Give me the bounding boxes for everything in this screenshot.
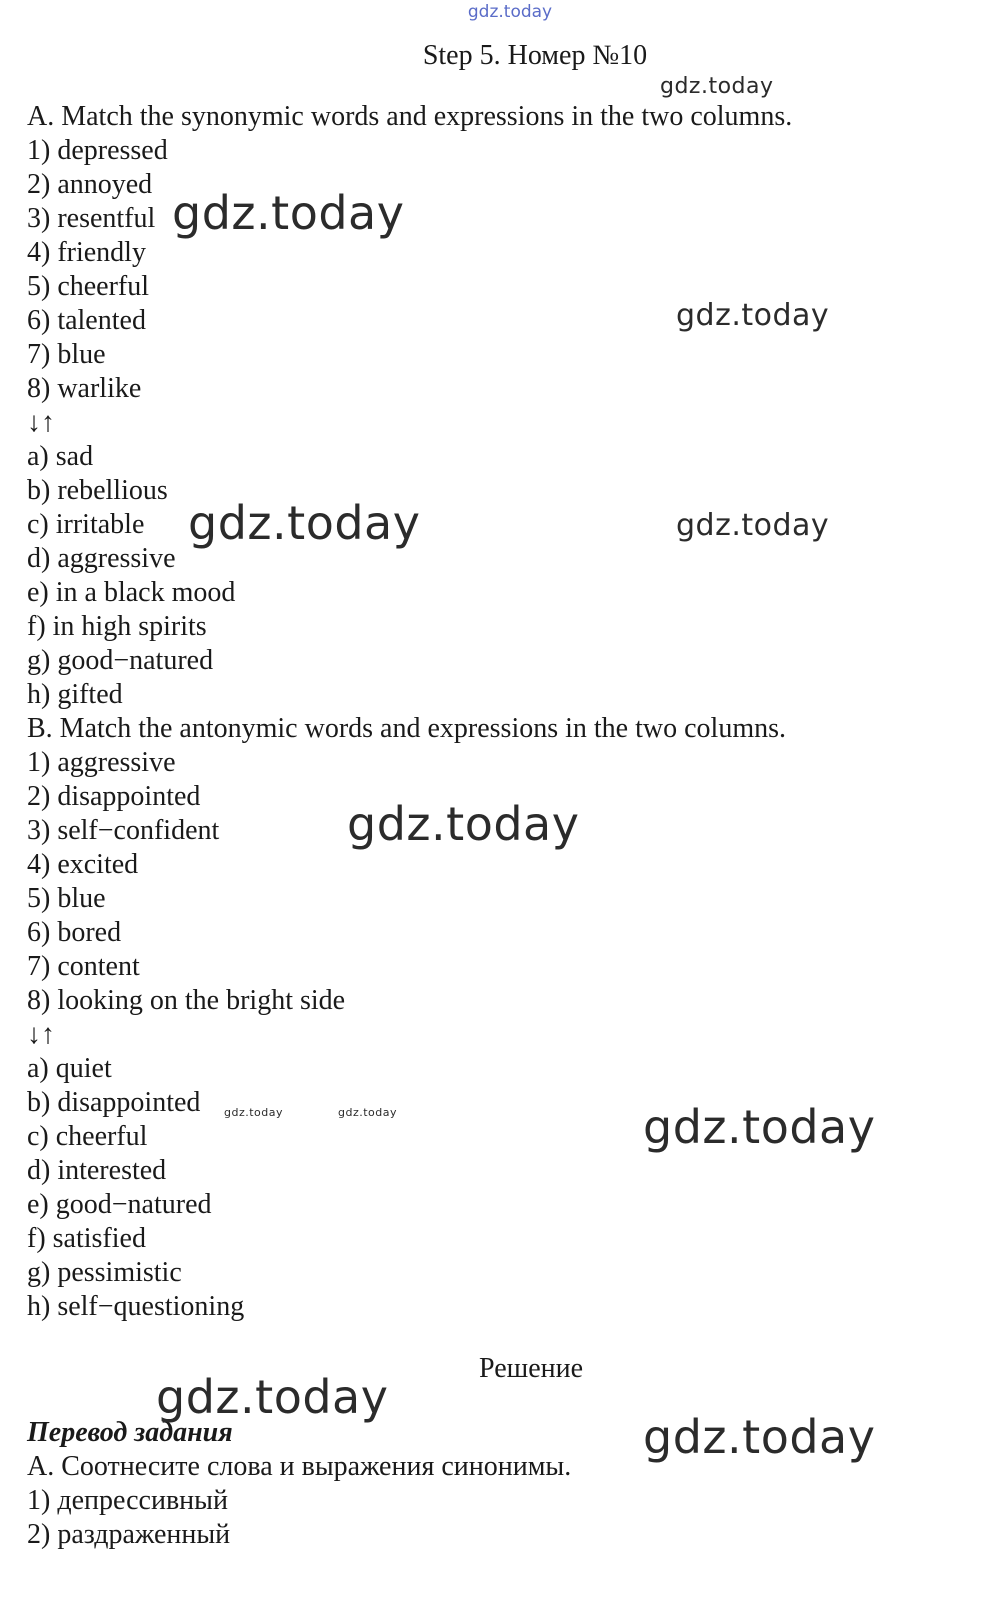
task-b-right-item: c) cheerful <box>27 1121 148 1152</box>
watermark: gdz.today <box>643 1410 876 1464</box>
task-b-right-item: g) pessimistic <box>27 1257 182 1288</box>
task-b-left-item: 7) content <box>27 951 140 982</box>
task-a-right-item: g) good−natured <box>27 645 214 676</box>
translation-item: 2) раздраженный <box>27 1519 231 1550</box>
task-b-right-item: f) satisfied <box>27 1223 146 1254</box>
watermark: gdz.today <box>224 1106 284 1119</box>
task-a-left-item: 4) friendly <box>27 237 146 268</box>
translation-task-line: A. Соотнесите слова и выражения синонимы. <box>27 1451 572 1482</box>
solution-label: Решение <box>479 1353 584 1384</box>
task-b-arrows: ↓↑ <box>27 1019 55 1050</box>
task-b-right-item: b) disappointed <box>27 1087 201 1118</box>
task-a-left-item: 2) annoyed <box>27 169 153 200</box>
watermark: gdz.today <box>660 74 774 99</box>
task-b-left-item: 2) disappointed <box>27 781 201 812</box>
task-a-left-item: 6) talented <box>27 305 146 336</box>
task-b-heading: B. Match the antonymic words and expressions in the two columns. <box>27 713 786 744</box>
task-a-arrows: ↓↑ <box>27 407 55 438</box>
watermark: gdz.today <box>676 508 830 543</box>
task-b-left-item: 8) looking on the bright side <box>27 985 346 1016</box>
task-a-right-item: h) gifted <box>27 679 123 710</box>
watermark: gdz.today <box>676 298 830 333</box>
translation-item: 1) депрессивный <box>27 1485 228 1516</box>
task-a-right-item: b) rebellious <box>27 475 168 506</box>
top-watermark: gdz.today <box>467 2 553 22</box>
task-a-right-item: f) in high spirits <box>27 611 207 642</box>
task-a-left-item: 3) resentful <box>27 203 156 234</box>
task-a-right-item: e) in a black mood <box>27 577 236 608</box>
task-b-right-item: d) interested <box>27 1155 167 1186</box>
watermark: gdz.today <box>172 186 405 240</box>
task-b-left-item: 4) excited <box>27 849 139 880</box>
task-a-right-item: d) aggressive <box>27 543 176 574</box>
task-b-left-item: 6) bored <box>27 917 122 948</box>
task-b-left-item: 1) aggressive <box>27 747 176 778</box>
watermark: gdz.today <box>188 496 421 550</box>
task-b-right-item: a) quiet <box>27 1053 112 1084</box>
translation-heading: Перевод задания <box>27 1417 233 1448</box>
task-b-right-item: e) good−natured <box>27 1189 212 1220</box>
page-title: Step 5. Номер №10 <box>422 40 648 71</box>
task-a-heading: A. Match the synonymic words and expressions in the two columns. <box>27 101 793 132</box>
task-a-right-item: c) irritable <box>27 509 145 540</box>
watermark: gdz.today <box>156 1370 389 1424</box>
task-b-right-item: h) self−questioning <box>27 1291 245 1322</box>
task-a-left-item: 7) blue <box>27 339 106 370</box>
watermark: gdz.today <box>643 1100 876 1154</box>
task-b-left-item: 3) self−confident <box>27 815 220 846</box>
task-a-left-item: 5) cheerful <box>27 271 150 302</box>
task-a-left-item: 1) depressed <box>27 135 168 166</box>
watermark: gdz.today <box>338 1106 398 1119</box>
watermark: gdz.today <box>347 797 580 851</box>
task-a-right-item: a) sad <box>27 441 94 472</box>
task-a-left-item: 8) warlike <box>27 373 142 404</box>
task-b-left-item: 5) blue <box>27 883 106 914</box>
